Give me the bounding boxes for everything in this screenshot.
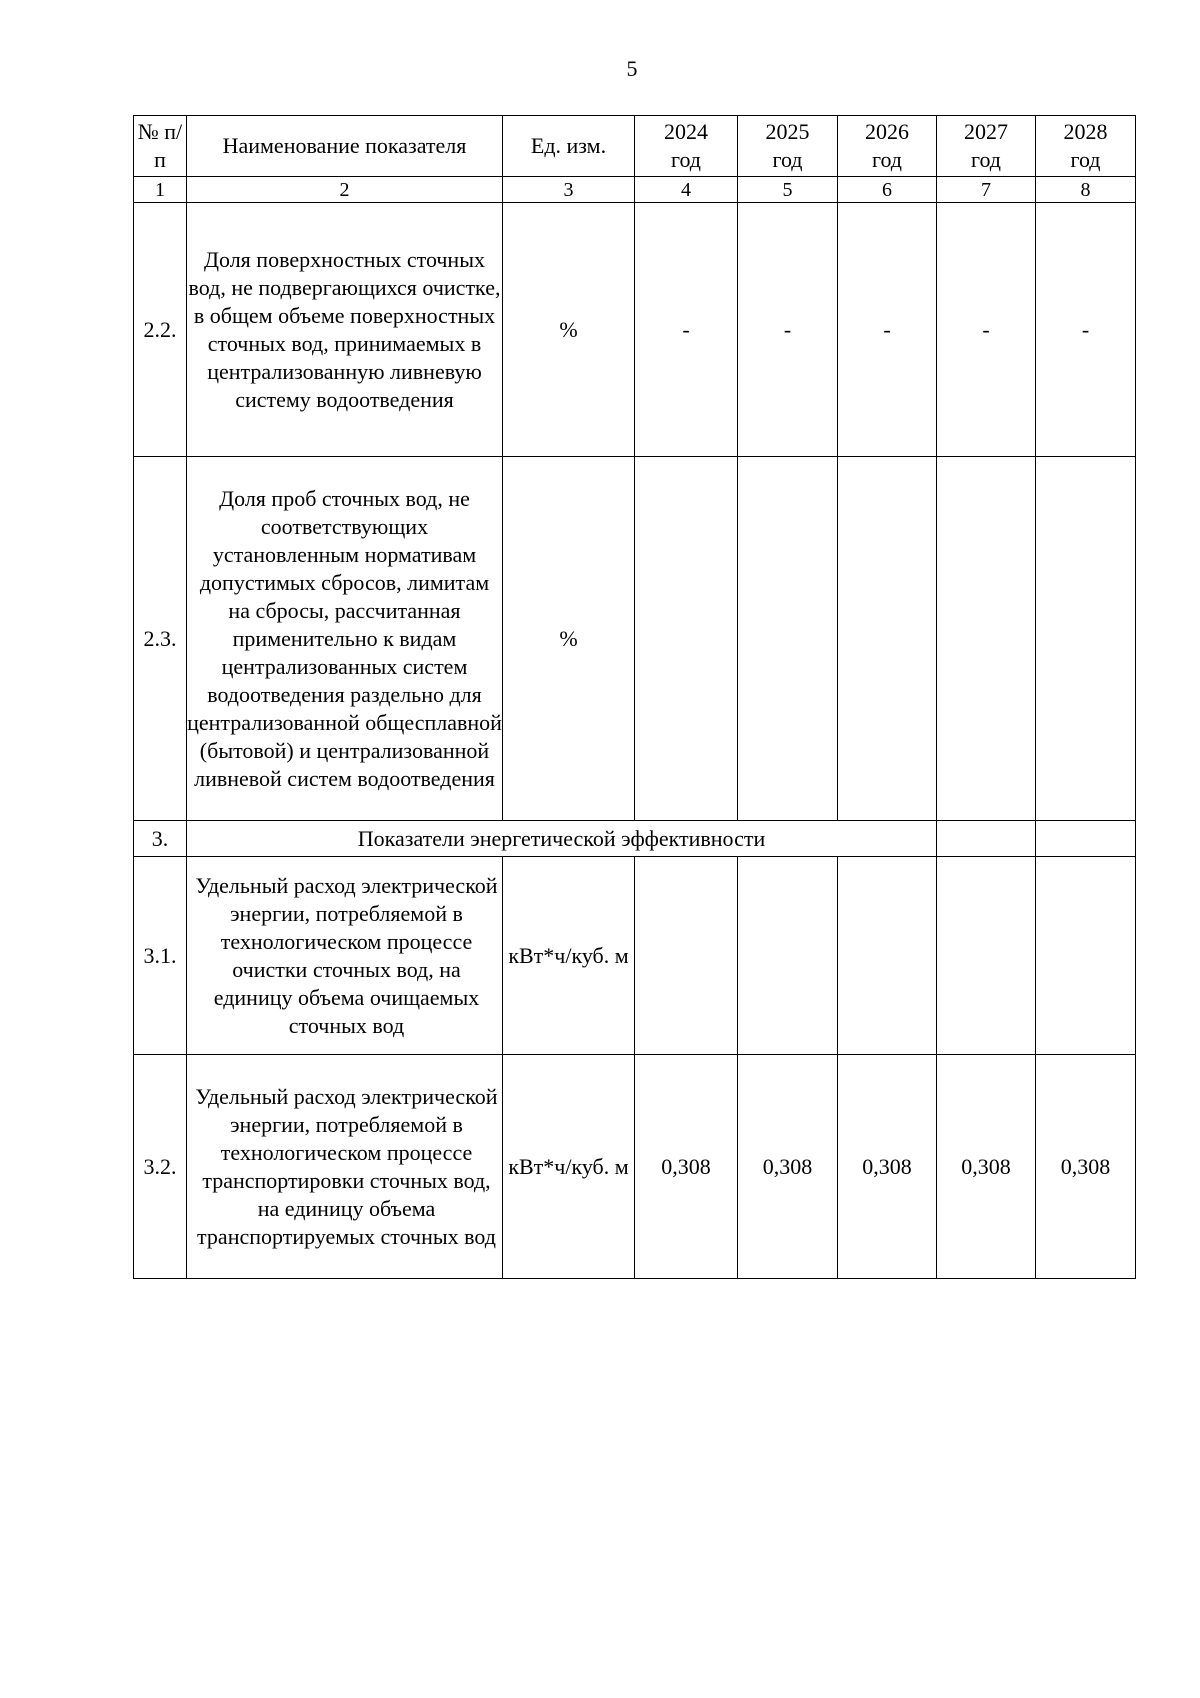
indicator-unit: кВт*ч/куб. м [503, 857, 635, 1055]
row-number: 3.1. [134, 857, 187, 1055]
value-2028 [1036, 457, 1136, 821]
table-row [134, 857, 1136, 1055]
column-index-cell: 4 [635, 177, 738, 203]
empty-cell [1036, 821, 1136, 857]
column-index-cell: 2 [187, 177, 503, 203]
value-2027 [937, 857, 1036, 1055]
indicator-name: Доля поверхностных сточных вод, не подвергающихся очистке, в общем объеме поверхностных сточных вод, принимаемых в централизованную ливневую систему водоотведения [187, 203, 503, 457]
column-index-cell: 7 [937, 177, 1036, 203]
column-index-cell: 3 [503, 177, 635, 203]
indicator-unit: % [503, 203, 635, 457]
value-2026: - [838, 203, 937, 457]
value-2024 [635, 857, 738, 1055]
row-number: 3.2. [134, 1055, 187, 1279]
value-2026 [838, 857, 937, 1055]
value-2025: - [738, 203, 838, 457]
value-2026: 0,308 [838, 1055, 937, 1279]
value-2028: - [1036, 203, 1136, 457]
indicator-unit: % [503, 457, 635, 821]
column-index-row [134, 177, 1136, 203]
value-2024: 0,308 [635, 1055, 738, 1279]
row-number: 3. [134, 821, 187, 857]
header-year-2026: 2026 год [838, 116, 937, 177]
table-row [134, 1055, 1136, 1279]
table-row [134, 203, 1136, 457]
section-title: Показатели энергетической эффективности [187, 821, 937, 857]
value-2028 [1036, 857, 1136, 1055]
header-year-2027: 2027 год [937, 116, 1036, 177]
header-num: № п/п [134, 116, 187, 177]
value-2024: - [635, 203, 738, 457]
column-index-cell: 1 [134, 177, 187, 203]
value-2027 [937, 457, 1036, 821]
value-2024 [635, 457, 738, 821]
value-2028: 0,308 [1036, 1055, 1136, 1279]
value-2026 [838, 457, 937, 821]
header-year-2024: 2024 год [635, 116, 738, 177]
table-row [134, 457, 1136, 821]
value-2027: 0,308 [937, 1055, 1036, 1279]
value-2025 [738, 857, 838, 1055]
section-row [134, 821, 1136, 857]
column-index-cell: 6 [838, 177, 937, 203]
page-number: 5 [626, 56, 638, 81]
indicator-name: Удельный расход электрической энергии, потребляемой в технологическом процессе транспортировки сточных вод, на единицу объема транспортируемых сточных вод [187, 1055, 503, 1279]
empty-cell [937, 821, 1036, 857]
row-number: 2.2. [134, 203, 187, 457]
value-2025 [738, 457, 838, 821]
column-index-cell: 8 [1036, 177, 1136, 203]
indicators-table [133, 115, 1136, 1279]
indicator-unit: кВт*ч/куб. м [503, 1055, 635, 1279]
value-2025: 0,308 [738, 1055, 838, 1279]
header-year-2025: 2025 год [738, 116, 838, 177]
indicator-name: Доля проб сточных вод, не соответствующих установленным нормативам допустимых сбросов, лимитам на сбросы, рассчитанная применительно к видам централизованных систем водоотведения раздельно для централизованной общесплавной (бытовой) и централизованной ливневой систем водоотведения [187, 457, 503, 821]
header-unit: Ед. изм. [503, 116, 635, 177]
column-index-cell: 5 [738, 177, 838, 203]
row-number: 2.3. [134, 457, 187, 821]
header-name: Наименование показателя [187, 116, 503, 177]
indicator-name: Удельный расход электрической энергии, потребляемой в технологическом процессе очистки сточных вод, на единицу объема очищаемых сточных вод [187, 857, 503, 1055]
table-header-row [134, 116, 1136, 177]
value-2027: - [937, 203, 1036, 457]
header-year-2028: 2028 год [1036, 116, 1136, 177]
